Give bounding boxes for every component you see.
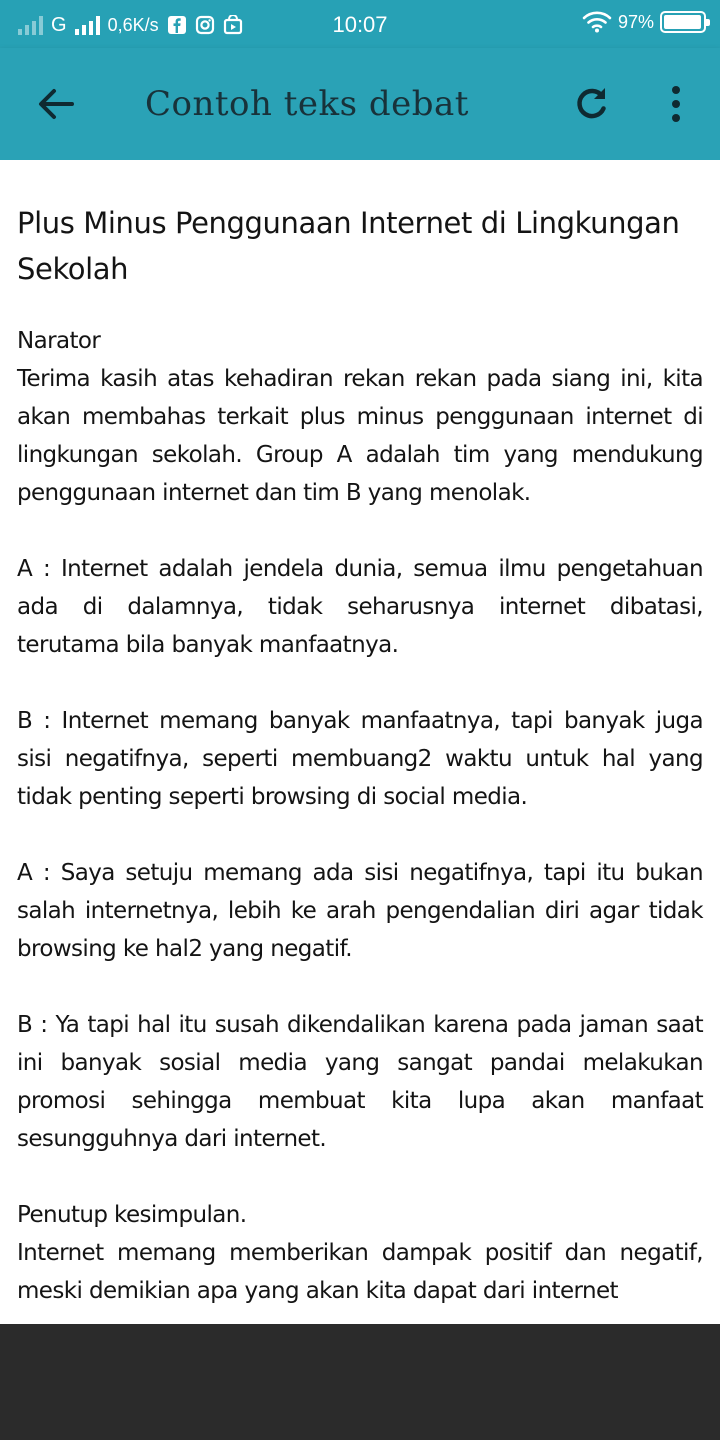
debate-paragraph-2: B : Internet memang banyak manfaatnya, tapi banyak juga sisi negatifnya, seperti membuang2 waktu untuk hal yang tidak penting seperti browsing di social media. (17, 708, 703, 810)
article (17, 200, 703, 1310)
back-button[interactable] (24, 74, 88, 134)
battery-icon (660, 11, 706, 33)
debate-paragraph-4: B : Ya tapi hal itu susah dikendalikan karena pada jaman saat ini banyak sosial media yang sangat pandai melakukan promosi sehingga membuat kita lupa akan manfaat sesungguhnya dari internet. (17, 1012, 703, 1152)
bottom-dark-area (0, 1324, 720, 1440)
closing-block (17, 1196, 703, 1310)
refresh-icon (572, 84, 612, 124)
closing-text: Internet memang memberikan dampak positif dan negatif, meski demikian apa yang akan kita dapat dari internet (17, 1240, 703, 1304)
battery-fill (664, 15, 701, 29)
page-title: Contoh teks debat (145, 84, 469, 124)
battery-percent: 97% (617, 11, 654, 32)
narrator-text: Terima kasih atas kehadiran rekan rekan pada siang ini, kita akan membahas terkait plus minus penggunaan internet di lingkungan sekolah. Group A adalah tim yang mendukung penggunaan internet dan tim B yang menolak. (17, 366, 703, 506)
debate-paragraph-3: A : Saya setuju memang ada sisi negatifnya, tapi itu bukan salah internetnya, lebih ke arah pengendalian diri agar tidak browsing ke hal2 yang negatif. (17, 860, 703, 962)
closing-label: Penutup kesimpulan. (17, 1202, 247, 1228)
status-right-group (582, 11, 706, 33)
status-bar (0, 0, 720, 48)
more-vert-icon (670, 84, 682, 124)
narrator-block (17, 322, 703, 512)
article-title: Plus Minus Penggunaan Internet di Lingkungan Sekolah (17, 206, 680, 286)
refresh-button[interactable] (562, 74, 622, 134)
clock: 10:07 (332, 12, 388, 37)
narrator-label: Narator (17, 328, 101, 354)
app-bar (0, 48, 720, 160)
article-scroll-area[interactable] (0, 160, 720, 1324)
wifi-icon (582, 11, 612, 33)
carrier-label: G (51, 13, 67, 36)
back-arrow-icon (36, 86, 76, 122)
debate-paragraph-1: A : Internet adalah jendela dunia, semua ilmu pengetahuan ada di dalamnya, tidak seharusnya internet dibatasi, terutama bila banyak manfaatnya. (17, 556, 703, 658)
network-speed: 0,6K/s (107, 14, 159, 35)
more-options-button[interactable] (650, 74, 702, 134)
